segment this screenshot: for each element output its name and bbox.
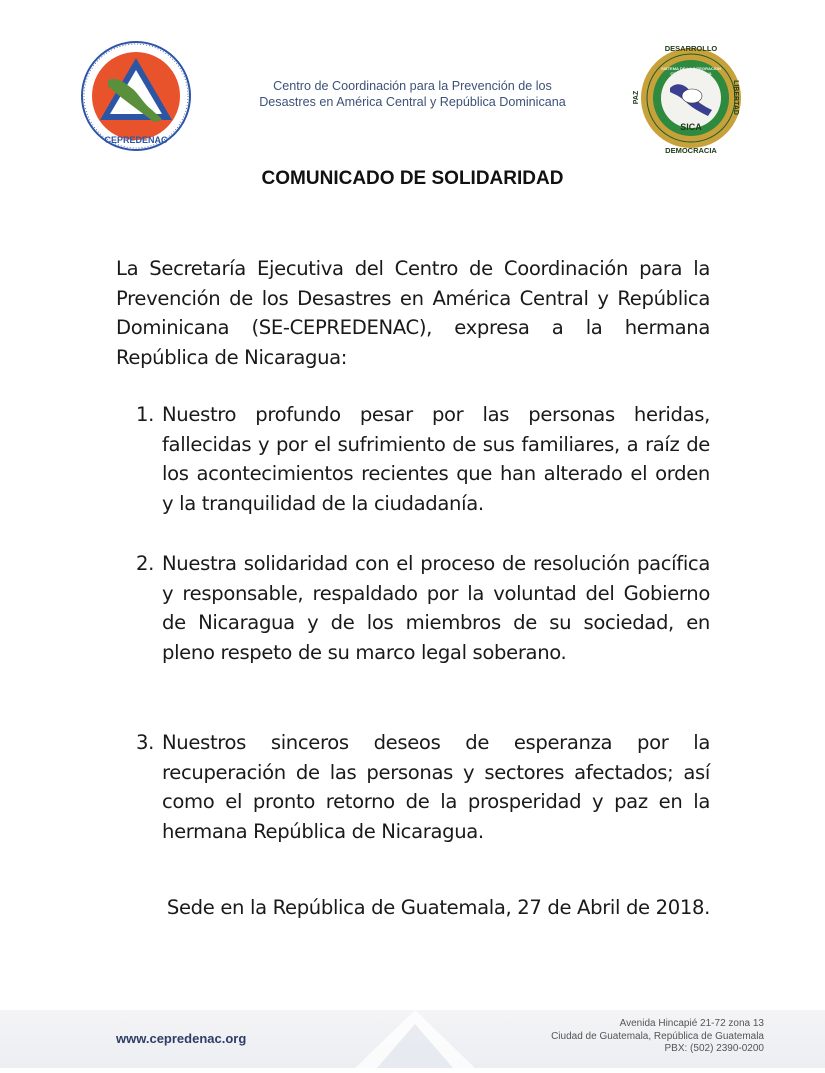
sica-right-label: LIBERTAD <box>731 80 739 115</box>
closing-location-date: Sede en la República de Guatemala, 27 de Abril de 2018. <box>166 896 710 919</box>
address-line-1: Avenida Hincapié 21-72 zona 13 <box>619 1018 764 1029</box>
list-item-number: 3. <box>136 731 154 754</box>
sica-name-label: SICA <box>680 122 702 132</box>
sica-seal-icon <box>633 40 746 158</box>
list-item-text: Nuestros sinceros deseos de esperanza por la recuperación de las personas y sectores afectados; así como el pronto retorno de la prosperidad y paz en la hermana República de Nicaragua. <box>162 731 710 843</box>
list-item-text: Nuestro profundo pesar por las personas heridas, fallecidas y por el sufrimiento de sus familiares, a raíz de los acontecimientos recientes que han alterado el orden y la tranquilidad de la ciudadanía. <box>162 403 710 515</box>
address-phone: PBX: (502) 2390-0200 <box>664 1043 764 1054</box>
website-link[interactable]: www.cepredenac.org <box>116 1031 247 1046</box>
cepredenac-logo-icon <box>78 40 194 158</box>
document-title: COMUNICADO DE SOLIDARIDAD <box>261 168 564 189</box>
sica-top-label: DESARROLLO <box>664 44 718 53</box>
sica-ring-label: SISTEMA DE LA INTEGRACION CENTROAMERICANA <box>661 66 721 76</box>
address-line-2: Ciudad de Guatemala, República de Guatemala <box>551 1030 764 1042</box>
list-item <box>136 549 710 667</box>
intro-paragraph: La Secretaría Ejecutiva del Centro de Coordinación para la Prevención de los Desastres en América Central y República Dominicana (SE-CEPREDENAC), expresa a la hermana República de Nicaragua: <box>116 257 710 369</box>
footer-address <box>520 1018 764 1056</box>
list-item-number: 1. <box>136 403 154 426</box>
organization-header <box>230 78 595 110</box>
list-item-number: 2. <box>136 552 154 575</box>
sica-bottom-label: DEMOCRACIA <box>665 146 717 155</box>
org-name-line-1: Centro de Coordinación para la Prevención de los <box>273 79 552 93</box>
list-item <box>136 728 710 846</box>
list-item-text: Nuestra solidaridad con el proceso de resolución pacífica y responsable, respaldado por la voluntad del Gobierno de Nicaragua y de los miembros de su sociedad, en pleno respeto de su marco legal soberano. <box>162 552 710 664</box>
cepredenac-logo-caption: CEPREDENAC <box>104 135 168 145</box>
sica-left-label: PAZ <box>633 90 641 105</box>
org-name-line-2: Desastres en América Central y República Dominicana <box>259 95 566 109</box>
footer-triangle-watermark-icon <box>355 1010 475 1068</box>
list-item <box>136 400 710 518</box>
